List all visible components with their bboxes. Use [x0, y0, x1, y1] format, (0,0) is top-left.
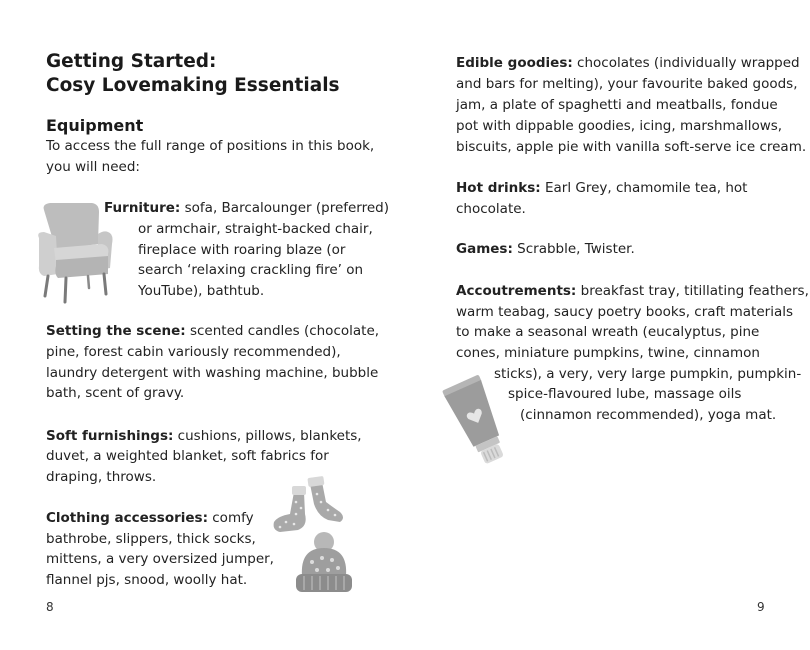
accoutrements-text-1: breakfast tray, titillating feathers, — [576, 283, 809, 299]
soft-text-1: cushions, pillows, blankets, — [173, 428, 362, 444]
furniture-line-2: or armchair, straight-backed chair, — [138, 221, 373, 237]
drinks-text-1: Earl Grey, chamomile tea, hot — [540, 180, 748, 196]
accoutrements-line-4: cones, miniature pumpkins, twine, cinnamon — [456, 345, 760, 361]
scene-line-1 — [46, 321, 379, 342]
accoutrements-line-2: warm teabag, saucy poetry books, craft materials — [456, 304, 794, 320]
intro-line-1: To access the full range of positions in this book, — [46, 138, 375, 154]
intro-line-2: you will need: — [46, 159, 140, 175]
accoutrements-line-7: (cinnamon recommended), yoga mat. — [520, 407, 777, 423]
scene-label: Setting the scene: — [46, 323, 186, 339]
clothing-text-1: comfy — [207, 510, 254, 526]
furniture-line-3: fireplace with roaring blaze (or — [138, 242, 346, 258]
furniture-line-5: YouTube), bathtub. — [138, 283, 265, 299]
clothing-line-4: flannel pjs, snood, woolly hat. — [46, 572, 248, 588]
title-line-1: Getting Started: — [46, 51, 217, 72]
edible-line-5: biscuits, apple pie with vanilla soft-serve ice cream. — [456, 139, 807, 155]
drinks-line-2: chocolate. — [456, 201, 526, 217]
edible-line-1 — [456, 53, 800, 74]
furniture-text-1: sofa, Barcalounger (preferred) — [180, 200, 390, 216]
accoutrements-line-5: sticks), a very, very large pumpkin, pumpkin- — [494, 366, 802, 382]
page-title — [46, 50, 340, 98]
scene-line-3: laundry detergent with washing machine, bubble — [46, 365, 379, 381]
soft-line-1 — [46, 426, 362, 447]
clothing-line-3: mittens, a very oversized jumper, — [46, 551, 274, 567]
scene-text-1: scented candles (chocolate, — [185, 323, 380, 339]
scene-line-2: pine, forest cabin variously recommended), — [46, 344, 341, 360]
edible-line-2: and bars for melting), your favourite baked goods, — [456, 76, 798, 92]
accoutrements-label: Accoutrements: — [456, 283, 577, 299]
games-label: Games: — [456, 241, 513, 257]
edible-line-4: pot with dippable goodies, icing, marshmallows, — [456, 118, 783, 134]
furniture-line-4: search ‘relaxing crackling fire’ on — [138, 262, 364, 278]
clothing-line-2: bathrobe, slippers, thick socks, — [46, 531, 256, 547]
edible-line-3: jam, a plate of spaghetti and meatballs, fondue — [456, 97, 778, 113]
games-text-1: Scrabble, Twister. — [512, 241, 635, 257]
page-number-left: 8 — [46, 600, 54, 614]
socks-icon — [268, 474, 348, 538]
accoutrements-line-3: to make a seasonal wreath (eucalyptus, pine — [456, 324, 760, 340]
edible-label: Edible goodies: — [456, 55, 573, 71]
title-line-2: Cosy Lovemaking Essentials — [46, 75, 340, 96]
edible-text-1: chocolates (individually wrapped — [572, 55, 800, 71]
furniture-label: Furniture: — [104, 200, 181, 216]
drinks-label: Hot drinks: — [456, 180, 541, 196]
soft-line-2: duvet, a weighted blanket, soft fabrics for — [46, 448, 329, 464]
page-number-right: 9 — [757, 600, 765, 614]
soft-line-3: draping, throws. — [46, 469, 157, 485]
clothing-line-1 — [46, 508, 254, 529]
drinks-line-1 — [456, 178, 747, 199]
bobble-hat-icon — [292, 530, 354, 596]
furniture-line-1 — [104, 198, 389, 219]
lube-tube-icon — [440, 372, 520, 470]
scene-line-4: bath, scent of gravy. — [46, 385, 185, 401]
accoutrements-line-1 — [456, 281, 809, 302]
soft-label: Soft furnishings: — [46, 428, 174, 444]
equipment-heading: Equipment — [46, 116, 144, 135]
accoutrements-line-6: spice-flavoured lube, massage oils — [508, 386, 742, 402]
clothing-label: Clothing accessories: — [46, 510, 208, 526]
games-line-1 — [456, 239, 635, 260]
